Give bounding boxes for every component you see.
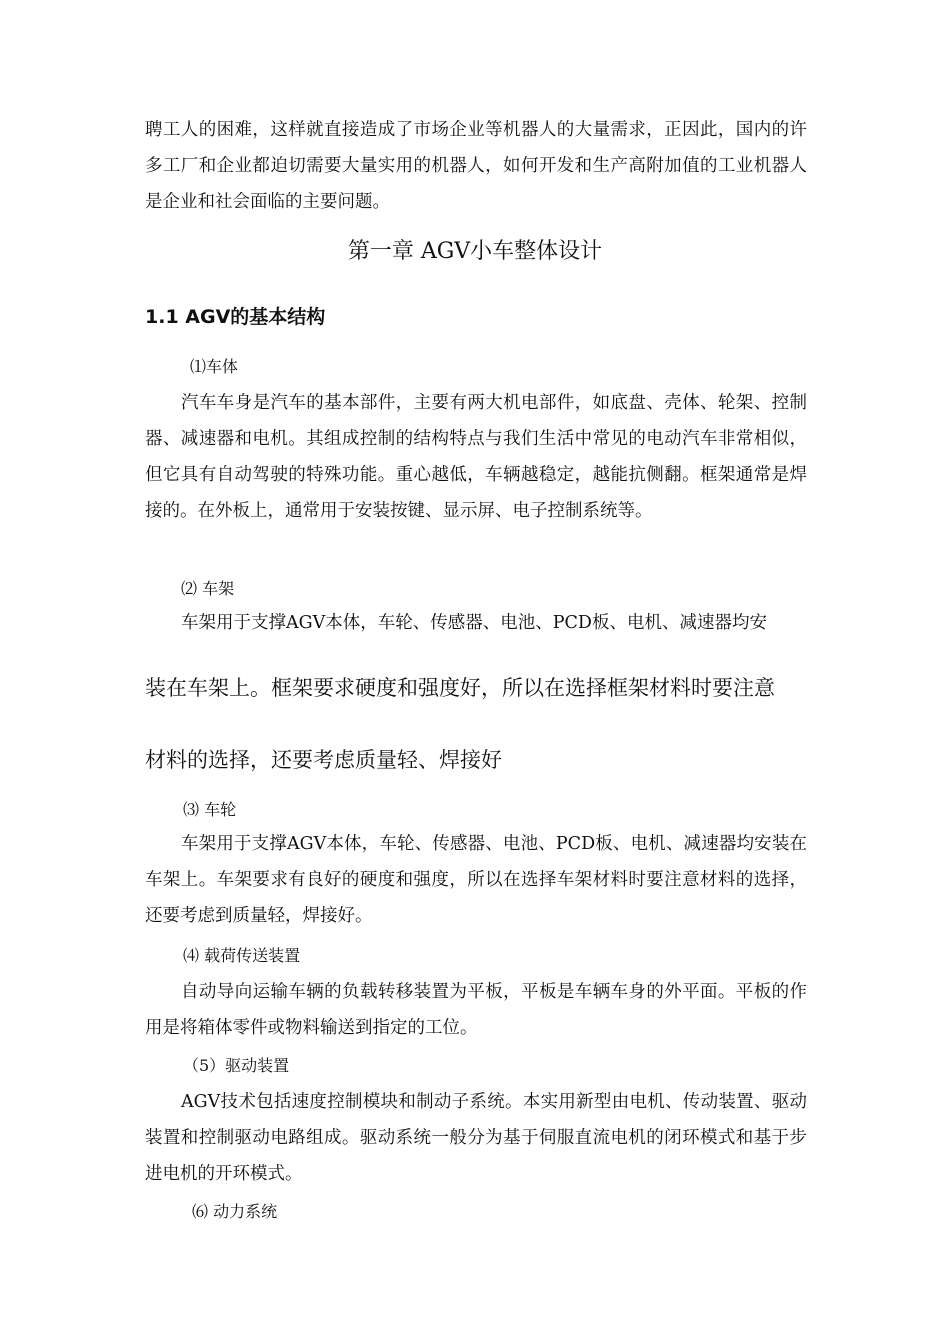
item-heading-load-transfer: ⑷ 载荷传送装置 (183, 946, 301, 965)
item-text-frame-line3: 材料的选择，还要考虑质量轻、焊接好 (145, 748, 502, 772)
chapter-title: 第一章 AGV小车整体设计 (347, 239, 603, 264)
item-heading-frame: ⑵ 车架 (181, 579, 235, 598)
item-text-load-transfer: 自动导向运输车辆的负载转移装置为平板，平板是车辆车身的外平面。平板的作用是将箱体零件或物料输送到指定的工位。 (145, 982, 807, 1038)
item-text-body: 汽车车身是汽车的基本部件，主要有两大机电部件，如底盘、壳体、轮架、控制器、减速器和电机。其组成控制的结构特点与我们生活中常见的电动汽车非常相似，但它具有自动驾驶的特殊功能。重心越低，车辆越稳定，越能抗侧翻。框架通常是焊接的。在外板上，通常用于安装按键、显示屏、电子控制系统等。 (145, 393, 807, 521)
section-title: 1.1 AGV的基本结构 (145, 306, 326, 328)
item-text-wheels: 车架用于支撑AGV本体，车轮、传感器、电池、PCD板、电机、减速器均安装在车架上。车架要求有良好的硬度和强度，所以在选择车架材料时要注意材料的选择，还要考虑到质量轻，焊接好。 (145, 834, 807, 926)
item-heading-wheels: ⑶ 车轮 (183, 800, 237, 819)
item-heading-power: ⑹ 动力系统 (192, 1202, 278, 1221)
item-text-drive: AGV技术包括速度控制模块和制动子系统。本实用新型由电机、传动装置、驱动装置和控制驱动电路组成。驱动系统一般分为基于伺服直流电机的闭环模式和基于步进电机的开环模式。 (145, 1092, 807, 1184)
item-text-frame-line2: 装在车架上。框架要求硬度和强度好，所以在选择框架材料时要注意 (145, 676, 775, 700)
item-heading-drive: （5）驱动装置 (183, 1056, 290, 1075)
item-heading-body: ⑴车体 (190, 357, 239, 376)
item-text-frame-line1: 车架用于支撑AGV本体，车轮、传感器、电池、PCD板、电机、减速器均安 (181, 613, 767, 633)
intro-paragraph: 聘工人的困难，这样就直接造成了市场企业等机器人的大量需求，正因此，国内的许多工厂和企业都迫切需要大量实用的机器人，如何开发和生产高附加值的工业机器人是企业和社会面临的主要问题。 (145, 120, 807, 212)
